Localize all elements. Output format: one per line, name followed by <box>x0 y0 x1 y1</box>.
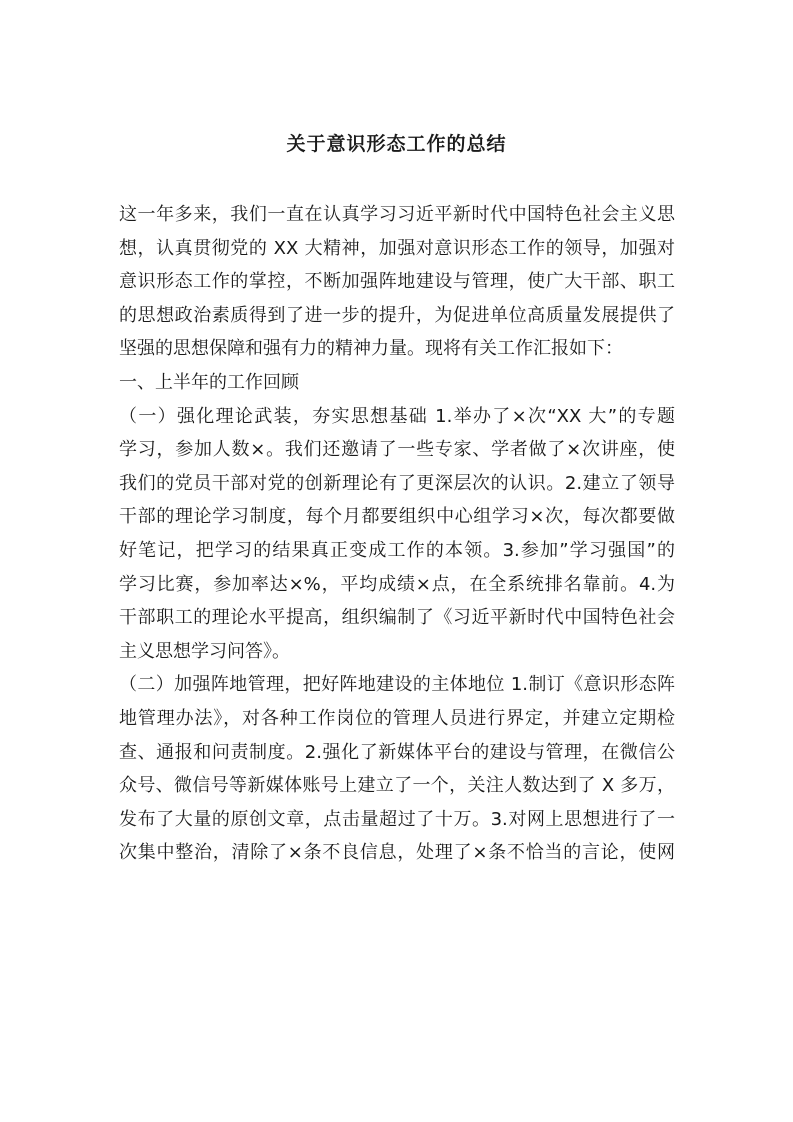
paragraph-line: 坚强的思想保障和强有力的精神力量。现将有关工作汇报如下： <box>119 338 623 360</box>
paragraph-line: 学习比赛，参加率达×%，平均成绩×点，在全系统排名靠前。4.为 <box>119 573 675 595</box>
paragraph-line: 的思想政治素质得到了进一步的提升，为促进单位高质量发展提供了 <box>119 304 675 326</box>
paragraph-line: 主义思想学习问答》。 <box>119 640 290 662</box>
paragraph-line: 干部的理论学习制度，每个月都要组织中心组学习×次，每次都要做 <box>119 506 675 528</box>
paragraph-line: 查、通报和问责制度。2.强化了新媒体平台的建设与管理，在微信公 <box>119 741 675 763</box>
paragraph-line: 次集中整治，清除了×条不良信息，处理了×条不恰当的言论，使网 <box>119 842 675 864</box>
paragraph-line: 地管理办法》，对各种工作岗位的管理人员进行界定，并建立定期检 <box>119 707 675 729</box>
paragraph-line: 众号、微信号等新媒体账号上建立了一个，关注人数达到了 X 多万， <box>119 775 675 797</box>
paragraph-line: 这一年多来，我们一直在认真学习习近平新时代中国特色社会主义思 <box>119 204 675 225</box>
paragraph-line: 想，认真贯彻党的 XX 大精神，加强对意识形态工作的领导，加强对 <box>119 237 675 259</box>
paragraph-line: 干部职工的理论水平提高，组织编制了《习近平新时代中国特色社会 <box>119 607 675 629</box>
section-heading: 一、上半年的工作回顾 <box>119 371 299 393</box>
paragraph-line: （二）加强阵地管理，把好阵地建设的主体地位 1.制订《意识形态阵 <box>119 674 675 696</box>
paragraph-line: （一）强化理论武装，夯实思想基础 1.举办了×次“XX 大”的专题 <box>119 405 675 427</box>
paragraph-line: 我们的党员干部对党的创新理论有了更深层次的认识。2.建立了领导 <box>119 472 675 494</box>
paragraph-line: 好笔记，把学习的结果真正变成工作的本领。3.参加”学习强国”的 <box>119 539 675 561</box>
paragraph-line: 发布了大量的原创文章，点击量超过了十万。3.对网上思想进行了一 <box>119 808 675 830</box>
document-title: 关于意识形态工作的总结 <box>286 133 507 155</box>
paragraph-line: 学习，参加人数×。我们还邀请了一些专家、学者做了×次讲座，使 <box>119 439 675 461</box>
document-body <box>119 198 675 870</box>
paragraph-line: 意识形态工作的掌控，不断加强阵地建设与管理，使广大干部、职工 <box>119 271 675 293</box>
